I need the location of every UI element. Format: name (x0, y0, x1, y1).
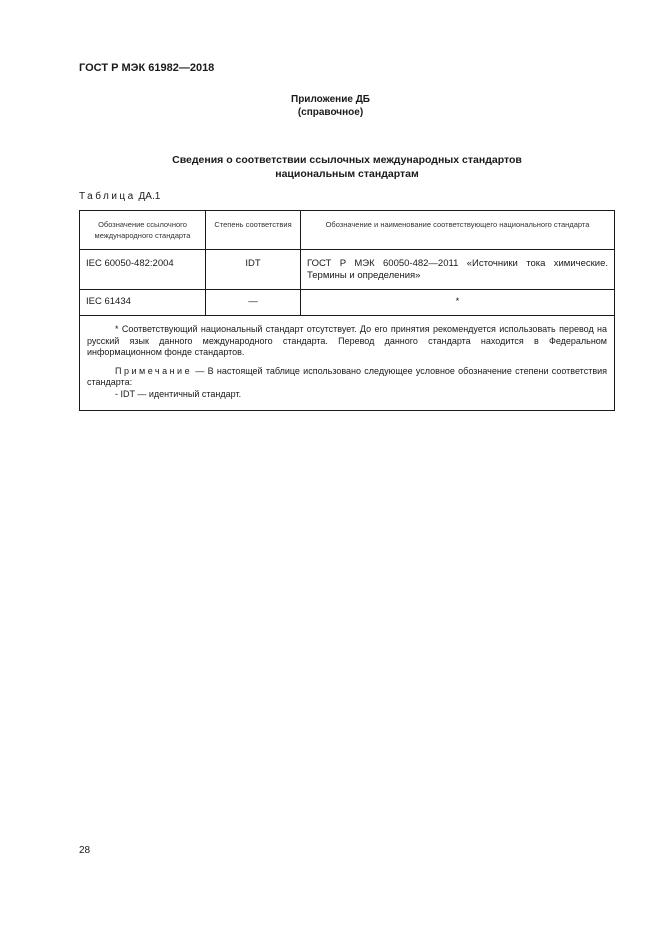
header-ref-standard: Обозначение ссылочного международного стандарта (80, 211, 206, 250)
section-title (0, 153, 661, 181)
cell-national-standard: ГОСТ Р МЭК 60050-482—2011 «Источники тока химические. Термины и определения» (301, 250, 615, 290)
header-degree: Степень соответствия (206, 211, 301, 250)
section-title-line1: Сведения о соответствии ссылочных международных стандартов (172, 154, 522, 166)
correspondence-table (79, 210, 615, 411)
note-label: Примечание (115, 365, 193, 376)
table-caption-number: ДА.1 (138, 191, 161, 202)
cell-national-standard: * (301, 290, 615, 316)
cell-ref-standard: IEC 61434 (80, 290, 206, 316)
appendix-subtitle: (справочное) (297, 107, 364, 118)
appendix-title: Приложение ДБ (291, 94, 370, 105)
table-caption (79, 191, 160, 202)
page-number: 28 (79, 845, 91, 856)
table-row (80, 250, 615, 290)
note-text: — В настоящей таблице использовано следующее условное обозначение степени соответствия стандарта: (87, 365, 607, 387)
cell-ref-standard: IEC 60050-482:2004 (80, 250, 206, 290)
table-notes-row (80, 316, 615, 411)
footnote: * Соответствующий национальный стандарт отсутствует. До его принятия рекомендуется использовать перевод на русский язык данного международного стандарта. Перевод данного стандарта находится в Федеральном информационном фонде стандартов. (87, 324, 607, 357)
table-caption-label: Таблица (79, 191, 136, 202)
note-item: - IDT — идентичный стандарт. (115, 388, 242, 399)
table-row (80, 290, 615, 316)
section-title-line2: национальным стандартам (275, 168, 419, 180)
table-header-row (80, 211, 615, 250)
note (87, 366, 607, 389)
document-header: ГОСТ Р МЭК 61982—2018 (79, 62, 215, 74)
appendix-heading (0, 93, 661, 119)
cell-degree: IDT (206, 250, 301, 290)
header-national-standard: Обозначение и наименование соответствующего национального стандарта (301, 211, 615, 250)
cell-degree: — (206, 290, 301, 316)
table-notes-cell (80, 316, 615, 411)
